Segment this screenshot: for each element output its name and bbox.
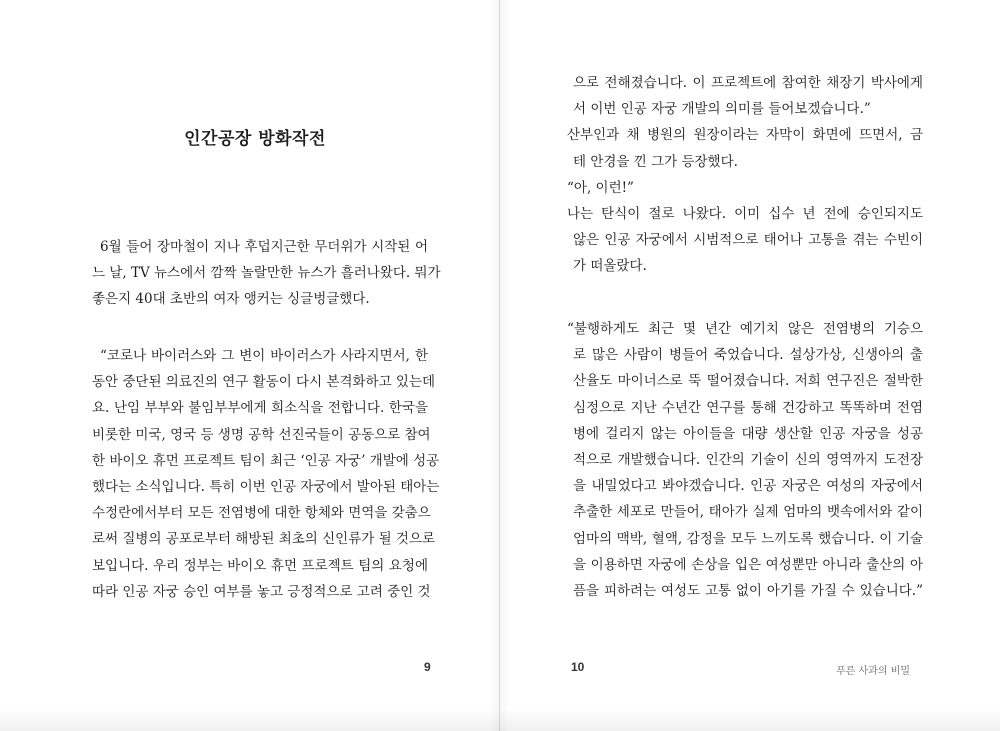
text-line: “불행하게도 최근 몇 년간 예기치 않은 전염병의 기승으 (567, 321, 923, 337)
text-line: 비롯한 미국, 영국 등 생명 공학 선진국들이 공동으로 참여 (92, 426, 431, 443)
text-line: 가 떠올랐다. (573, 258, 647, 275)
running-head: 푸른 사과의 비밀 (836, 666, 910, 677)
text-line: 산율도 마이너스로 뚝 떨어졌습니다. 저희 연구진은 절박한 (573, 373, 923, 390)
text-line: 않은 인공 자궁에서 시범적으로 태어나 고통을 겪는 수빈이 (573, 232, 923, 249)
text-line: 산부인과 채 병원의 원장이라는 자막이 화면에 뜨면서, 금 (567, 127, 923, 144)
text-line: 로써 질병의 공포로부터 해방된 최초의 신인류가 될 것으로 (92, 531, 436, 548)
text-line: 로 많은 사람이 병들어 죽었습니다. 설상가상, 신생아의 출 (573, 347, 923, 364)
text-line: 보입니다. 우리 정부는 바이오 휴먼 프로젝트 팀의 요청에 (92, 557, 428, 574)
text-line: 나는 탄식이 절로 나왔다. 이미 십수 년 전에 승인되지도 (567, 205, 923, 222)
text-line: 서 이번 인공 자궁 개발의 의미를 들어보겠습니다.” (573, 101, 871, 118)
text-line: 으로 전해졌습니다. 이 프로젝트에 참여한 채장기 박사에게 (573, 75, 923, 91)
text-line: 을 내밀었다고 봐야겠습니다. 인공 자궁은 여성의 자궁에서 (573, 478, 923, 495)
page-number: 10 (571, 660, 585, 674)
text-line: 6월 들어 장마철이 지나 후덥지근한 무더위가 시작된 어 (100, 239, 428, 255)
text-line: 한 바이오 휴먼 프로젝트 팀이 최근 ‘인공 자궁’ 개발에 성공 (92, 452, 440, 469)
text-line: 엄마의 맥박, 혈액, 감정을 모두 느끼도록 했습니다. 이 기술 (573, 530, 923, 547)
text-line: 테 안경을 낀 그가 등장했다. (573, 153, 738, 170)
text-line: 수정란에서부터 모든 전염병에 대한 항체와 면역을 갖춤으 (92, 505, 431, 522)
text-line: 요. 난임 부부와 불임부부에게 희소식을 전합니다. 한국을 (92, 400, 428, 417)
text-line: “코로나 바이러스와 그 변이 바이러스가 사라지면서, 한 (100, 348, 428, 364)
left-paragraph-1 (92, 234, 441, 313)
text-line: 좋은지 40대 초반의 여자 앵커는 싱글벙글했다. (92, 291, 370, 308)
page-number: 9 (424, 660, 431, 674)
text-line: 을 이용하면 자궁에 손상을 입은 여성뿐만 아니라 출산의 아 (573, 556, 923, 573)
text-line: 따라 인공 자궁 승인 여부를 놓고 긍정적으로 고려 중인 것 (92, 583, 431, 600)
right-paragraph-2 (567, 316, 923, 604)
right-paragraph-1 (567, 70, 923, 280)
text-line: 동안 중단된 의료진의 연구 활동이 다시 본격화하고 있는데 (92, 374, 436, 391)
text-line: 적으로 개발했습니다. 인간의 기술이 신의 영역까지 도전장 (573, 451, 923, 468)
text-line: 심정으로 지난 수년간 연구를 통해 건강하고 똑똑하며 전염 (573, 399, 923, 416)
text-line: 추출한 세포로 만들어, 태아가 실제 엄마의 뱃속에서와 같이 (573, 504, 923, 521)
left-paragraph-2 (92, 343, 440, 605)
text-line: 병에 걸리지 않는 아이들을 대량 생산할 인공 자궁을 성공 (573, 425, 923, 442)
text-line: 느 날, TV 뉴스에서 깜짝 놀랄만한 뉴스가 흘러나왔다. 뭐가 (92, 265, 441, 282)
chapter-title: 인간공장 방화작전 (184, 129, 326, 149)
text-line: 했다는 소식입니다. 특히 이번 인공 자궁에서 발아된 태아는 (92, 478, 440, 495)
text-line: 픔을 피하려는 여성도 고통 없이 아기를 가질 수 있습니다.” (573, 582, 923, 599)
right-page (500, 0, 1000, 731)
text-line: “아, 이런!” (567, 179, 634, 196)
